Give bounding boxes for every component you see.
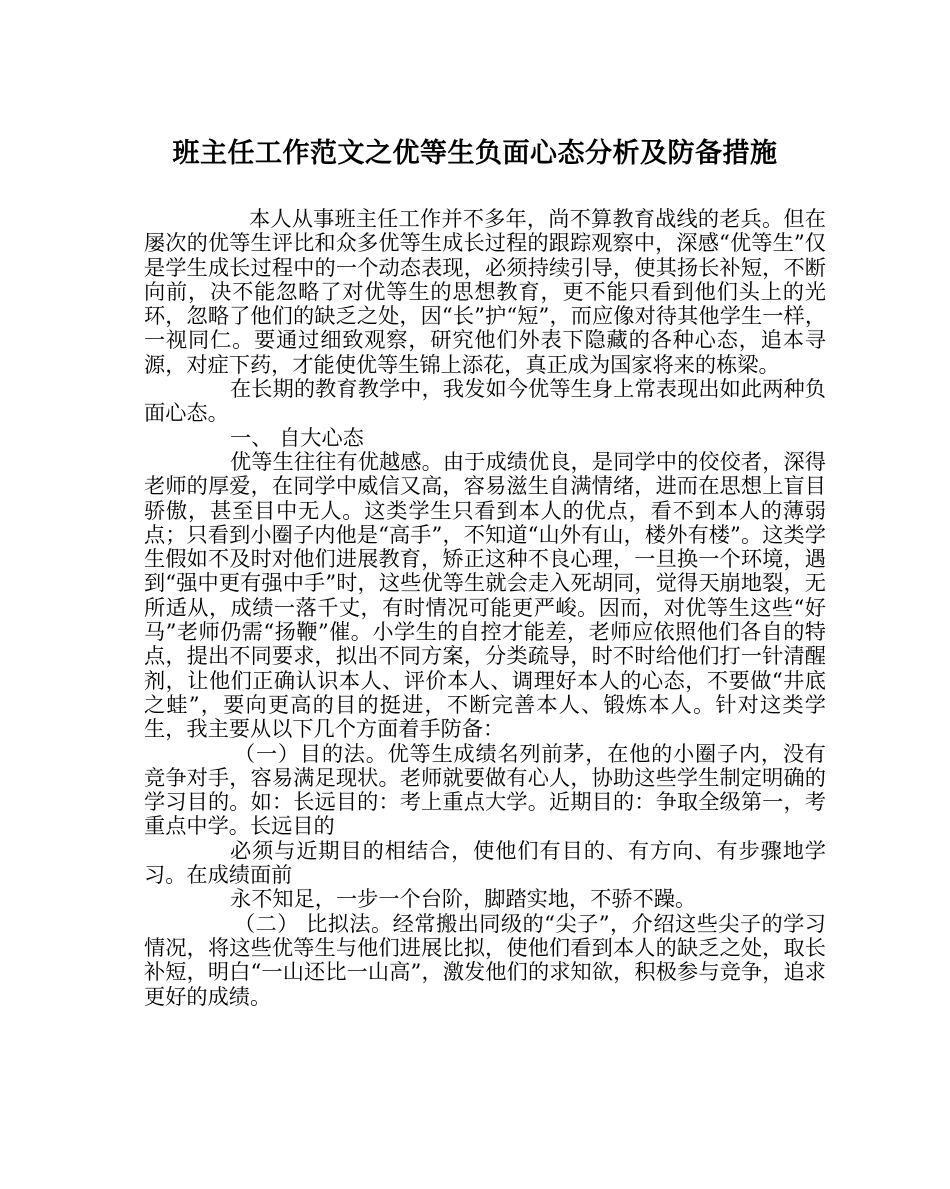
paragraph-arrogance: 优等生往往有优越感。由于成绩优良，是同学中的佼佼者，深得老师的厚爱，在同学中威信又高，容易滋生自满情绪，进而在思想上盲目骄傲，甚至目中无人。这类学生只看到本人的优点，看不到本人的薄弱点；只看到小圈子内他是“高手”，不知道“山外有山，楼外有楼”。这类学生假如不及时对他们进展教育，矫正这种不良心理，一旦换一个环境，遇到“强中更有强中手”时，这些优等生就会走入死胡同，觉得天崩地裂，无所适从，成绩一落千丈，有时情况可能更严峻。因而，对优等生这些“好马”老师仍需“扬鞭”催。小学生的自控才能差，老师应依照他们各自的特点，提出不同要求，拟出不同方案，分类疏导，时不时给他们打一针清醒剂，让他们正确认识本人、评价本人、调理好本人的心态，不要做“井底之蛙”，要向更高的目的挺进，不断完善本人、锻炼本人。针对这类学生，我主要从以下几个方面着手防备： xyxy=(144,448,826,742)
paragraph-goal-method: （一）目的法。优等生成绩名列前茅，在他的小圈子内，没有竞争对手，容易满足现状。老师就要做有心人，协助这些学生制定明确的学习目的。如：长远目的：考上重点大学。近期目的：争取全级第一，考重点中学。长远目的 xyxy=(144,740,826,839)
paragraph-comparison-method: （二） 比拟法。经常搬出同级的“尖子”，介绍这些尖子的学习情况，将这些优等生与他们进展比拟，使他们看到本人的缺乏之处，取长补短，明白“一山还比一山高”，激发他们的求知欲，积极参与竞争，追求更好的成绩。 xyxy=(144,910,826,1009)
document-body xyxy=(144,207,826,1009)
paragraph-two-mentalities: 在长期的教育教学中，我发如今优等生身上常表现出如此两种负面心态。 xyxy=(144,376,826,426)
section-heading-arrogance: 一、 自大心态 xyxy=(230,424,364,450)
paragraph-goal-continued: 必须与近期目的相结合，使他们有目的、有方向、有步骤地学习。在成绩面前 xyxy=(144,837,826,888)
paragraph-intro: 本人从事班主任工作并不多年，尚不算教育战线的老兵。但在屡次的优等生评比和众多优等生成长过程的跟踪观察中，深感“优等生”仅是学生成长过程中的一个动态表现，必须持续引导，使其扬长补短，不断向前，决不能忽略了对优等生的思想教育，更不能只看到他们头上的光环，忽略了他们的缺乏之处，因“长”护“短”，而应像对待其他学生一样，一视同仁。要通过细致观察，研究他们外表下隐藏的各种心态，追本寻源，对症下药，才能使优等生锦上添花，真正成为国家将来的栋梁。 xyxy=(144,206,826,377)
document-title: 班主任工作范文之优等生负面心态分析及防备措施 xyxy=(172,138,778,169)
paragraph-goal-ending: 永不知足，一步一个台阶，脚踏实地，不骄不躁。 xyxy=(230,886,697,912)
